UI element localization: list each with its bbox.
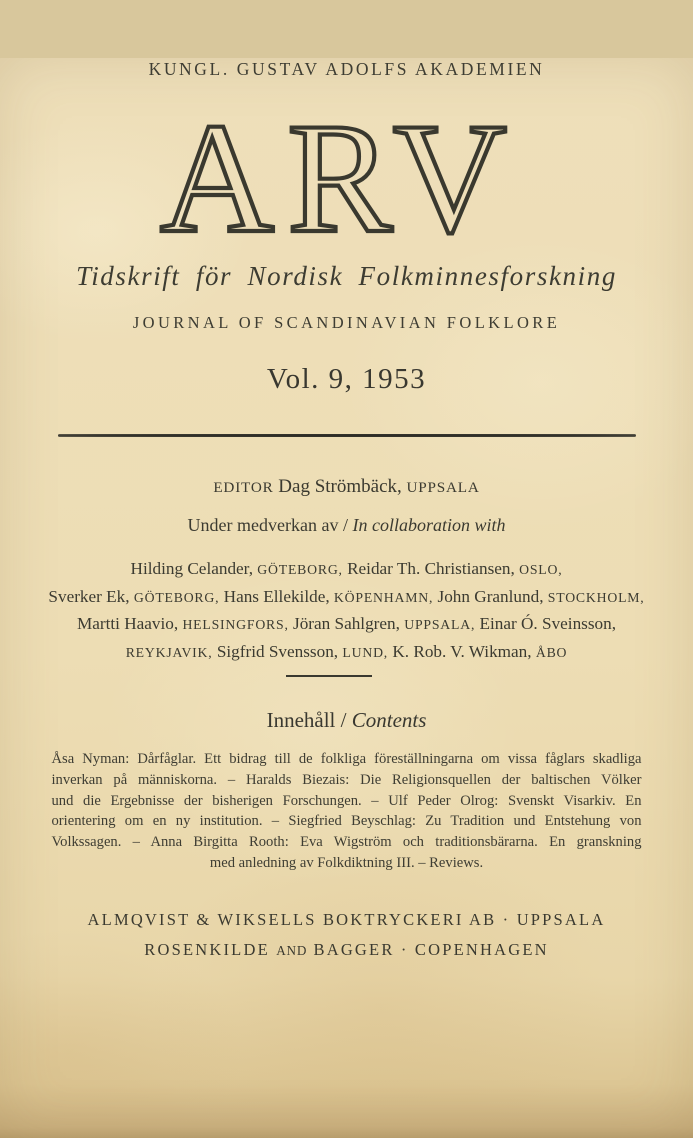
journal-logo: [0, 108, 693, 240]
text-segment: GÖTEBORG,: [133, 589, 220, 605]
text-segment: Jöran Sahlgren,: [288, 614, 405, 633]
text-segment: HELSINGFORS,: [182, 617, 289, 632]
text-segment: Sverker Ek,: [48, 586, 134, 606]
text-segment: K. Rob. V. Wikman,: [388, 641, 536, 661]
text-segment: UPPSALA: [406, 479, 480, 496]
journal-title-text: ARV: [160, 108, 520, 240]
contents-line: Åsa Nyman: Dårfåglar. Ett bidrag till de folkliga föreställningarna om vissa fåglars skadliga: [51, 751, 642, 767]
collaboration-line: [0, 513, 693, 537]
distributor-imprint: [0, 939, 693, 962]
collaborators-line-2: [0, 584, 693, 612]
text-segment: Contents: [351, 708, 427, 732]
text-segment: Under medverkan av: [187, 515, 343, 535]
text-segment: GÖTEBORG,: [257, 562, 343, 577]
text-segment: BAGGER · COPENHAGEN: [307, 939, 549, 959]
text-segment: REYKJAVIK,: [125, 644, 213, 660]
collaborators-line-1: [0, 556, 693, 584]
text-segment: ROSENKILDE: [144, 939, 277, 959]
text-segment: KÖPENHAMN,: [333, 589, 434, 605]
contents-line: med anledning av Folkdiktning III. – Reviews.: [209, 854, 484, 871]
text-segment: Sigfrid Svensson,: [212, 641, 343, 661]
section-divider-rule: [286, 675, 372, 677]
contents-line: Volkssagen. – Anna Birgitta Rooth: Eva Wigström och traditionsbärarna. En granskning: [51, 834, 642, 851]
text-segment: Reidar Th. Christiansen,: [342, 559, 520, 578]
text-segment: /: [340, 708, 352, 732]
text-segment: AND: [276, 942, 308, 958]
contents-line: inverkan på människorna. – Haralds Biezais: Die Religionsquellen der baltischen Völker: [51, 771, 642, 788]
subtitle-swedish: Tidskrift för Nordisk Folkminnesforskning: [76, 261, 617, 291]
collaborators-line-3: [0, 611, 693, 639]
journal-title-page: [0, 58, 693, 1138]
text-segment: /: [342, 515, 353, 535]
printer-imprint: ALMQVIST & WIKSELLS BOKTRYCKERI AB · UPPSALA: [87, 909, 606, 929]
text-segment: STOCKHOLM,: [547, 589, 645, 605]
text-segment: Hilding Celander,: [130, 559, 258, 578]
text-segment: OSLO,: [519, 562, 563, 577]
contents-line: und die Ergebnisse der bisherigen Forschungen. – Ulf Peder Olrog: Svenskt Visarkiv. En: [51, 792, 642, 809]
contents-line: orientering om en ny institution. – Siegfried Beyschlag: Zu Tradition und Entstehung von: [51, 813, 642, 830]
collaborators-line-4: [0, 639, 693, 667]
text-segment: LUND,: [342, 644, 389, 660]
subtitle-english: JOURNAL OF SCANDINAVIAN FOLKLORE: [132, 313, 561, 332]
text-segment: John Granlund,: [433, 586, 548, 606]
collaborators-list: [0, 556, 693, 666]
text-segment: Einar Ó. Sveinsson,: [475, 614, 617, 633]
text-segment: Martti Haavio,: [76, 614, 183, 633]
text-segment: Hans Ellekilde,: [219, 586, 334, 606]
text-segment: UPPSALA,: [404, 617, 476, 632]
text-segment: EDITOR: [213, 479, 274, 496]
editor-line: [0, 474, 693, 501]
academy-name: KUNGL. GUSTAV ADOLFS AKADEMIEN: [148, 59, 545, 79]
contents-paragraph: [52, 749, 642, 874]
text-segment: Dag Strömbäck,: [273, 476, 407, 497]
contents-heading: [0, 705, 693, 735]
text-segment: Innehåll: [266, 708, 341, 732]
volume-year: Vol. 9, 1953: [266, 363, 427, 395]
text-segment: ÅBO: [535, 644, 568, 660]
horizontal-rule: [58, 434, 636, 437]
text-segment: In collaboration with: [352, 515, 506, 535]
